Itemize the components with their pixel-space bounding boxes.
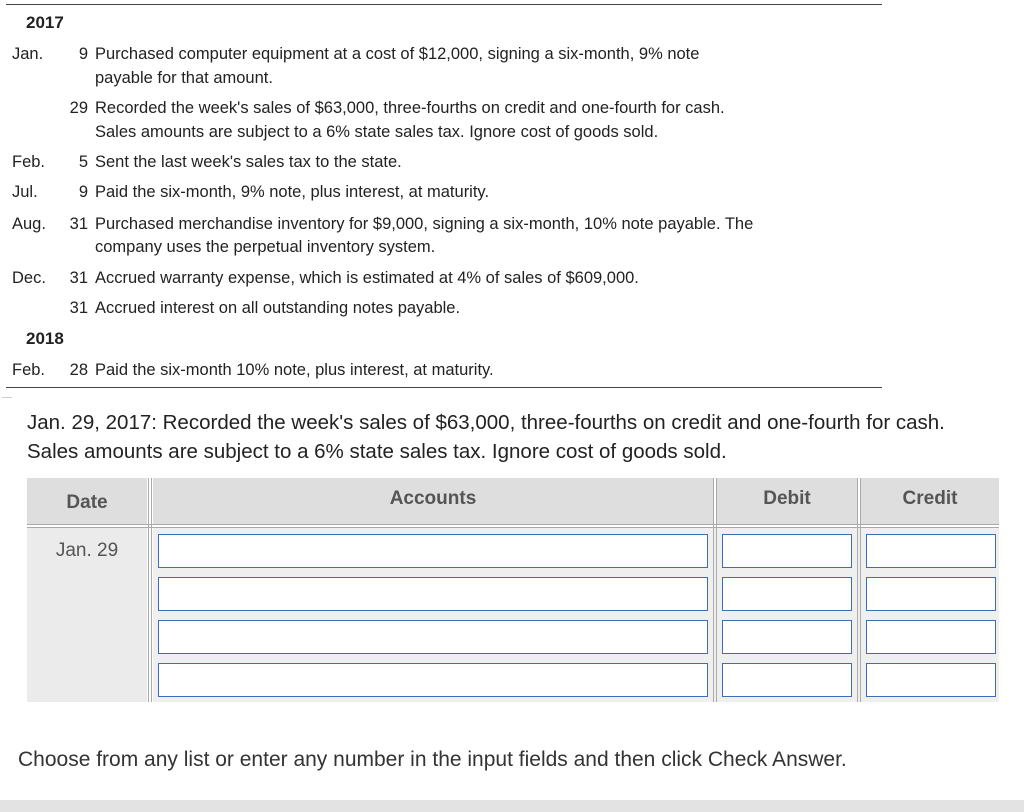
debit-column-header — [717, 478, 857, 524]
divider-tick — [2, 397, 12, 398]
account-input[interactable] — [158, 620, 708, 654]
column-separator — [148, 478, 149, 702]
entry-day: 5 — [78, 153, 88, 171]
entry-month: Jan. — [12, 45, 44, 63]
question-area — [0, 388, 1024, 812]
entry-text: Sales amounts are subject to a 6% state sales tax. Ignore cost of goods sold. — [95, 123, 659, 141]
debit-input[interactable] — [722, 663, 852, 697]
entry-day: 29 — [69, 99, 88, 117]
account-input[interactable] — [158, 663, 708, 697]
instruction-text: Choose from any list or enter any number in the input fields and then click Check Answer. — [18, 748, 847, 771]
column-separator — [860, 478, 861, 702]
credit-input[interactable] — [866, 620, 996, 654]
entry-text: Paid the six-month 10% note, plus interest, at maturity. — [95, 361, 494, 379]
entry-text: company uses the perpetual inventory system. — [95, 238, 436, 256]
date-header-label: Date — [66, 492, 108, 513]
question-prompt — [27, 408, 945, 466]
date-column — [27, 528, 147, 702]
journal-entry-table — [27, 478, 999, 702]
account-input[interactable] — [158, 577, 708, 611]
entry-text: Purchased merchandise inventory for $9,000, signing a six-month, 10% note payable. The — [95, 215, 754, 233]
entry-day: 28 — [69, 361, 88, 379]
entry-month: Jul. — [12, 183, 38, 201]
entry-month: Aug. — [12, 215, 46, 233]
year-heading-2018: 2018 — [26, 329, 64, 348]
entry-text: Purchased computer equipment at a cost of $12,000, signing a six-month, 9% note — [95, 45, 700, 63]
entry-date: Jan. 29 — [55, 540, 119, 561]
credit-header-label: Credit — [902, 488, 958, 509]
bottom-bar — [0, 800, 1024, 812]
entry-day: 9 — [78, 183, 88, 201]
accounts-header-label: Accounts — [389, 488, 477, 509]
entry-month: Feb. — [12, 153, 46, 171]
credit-input[interactable] — [866, 663, 996, 697]
entry-day: 31 — [69, 269, 88, 287]
entry-text: Accrued interest on all outstanding notes payable. — [95, 299, 461, 317]
entry-day: 31 — [69, 299, 88, 317]
entry-text: Sent the last week's sales tax to the state. — [95, 153, 402, 171]
accounts-column-header — [153, 478, 713, 524]
question-line-1: Jan. 29, 2017: Recorded the week's sales of $63,000, three-fourths on credit and one-fourth for cash. — [27, 411, 945, 434]
column-separator — [716, 478, 717, 702]
question-line-2: Sales amounts are subject to a 6% state sales tax. Ignore cost of goods sold. — [27, 440, 727, 463]
debit-input[interactable] — [722, 577, 852, 611]
credit-input[interactable] — [866, 577, 996, 611]
credit-column-header — [861, 478, 999, 524]
credit-input[interactable] — [866, 534, 996, 568]
transactions-panel — [6, 4, 882, 388]
entry-text: payable for that amount. — [95, 69, 273, 87]
entry-month: Dec. — [12, 269, 46, 287]
date-column-header — [27, 478, 147, 524]
debit-input[interactable] — [722, 620, 852, 654]
entry-text: Recorded the week's sales of $63,000, three-fourths on credit and one-fourth for cash. — [95, 99, 725, 117]
entry-text: Accrued warranty expense, which is estimated at 4% of sales of $609,000. — [95, 269, 639, 287]
column-separator — [857, 478, 858, 702]
account-input[interactable] — [158, 534, 708, 568]
entry-text: Paid the six-month, 9% note, plus interest, at maturity. — [95, 183, 490, 201]
column-separator — [713, 478, 714, 702]
entry-day: 31 — [69, 215, 88, 233]
debit-input[interactable] — [722, 534, 852, 568]
year-heading-2017: 2017 — [26, 13, 64, 32]
entry-day: 9 — [78, 45, 88, 63]
debit-header-label: Debit — [763, 488, 811, 509]
header-rule — [27, 524, 999, 525]
column-separator — [151, 478, 152, 702]
entry-month: Feb. — [12, 361, 46, 379]
